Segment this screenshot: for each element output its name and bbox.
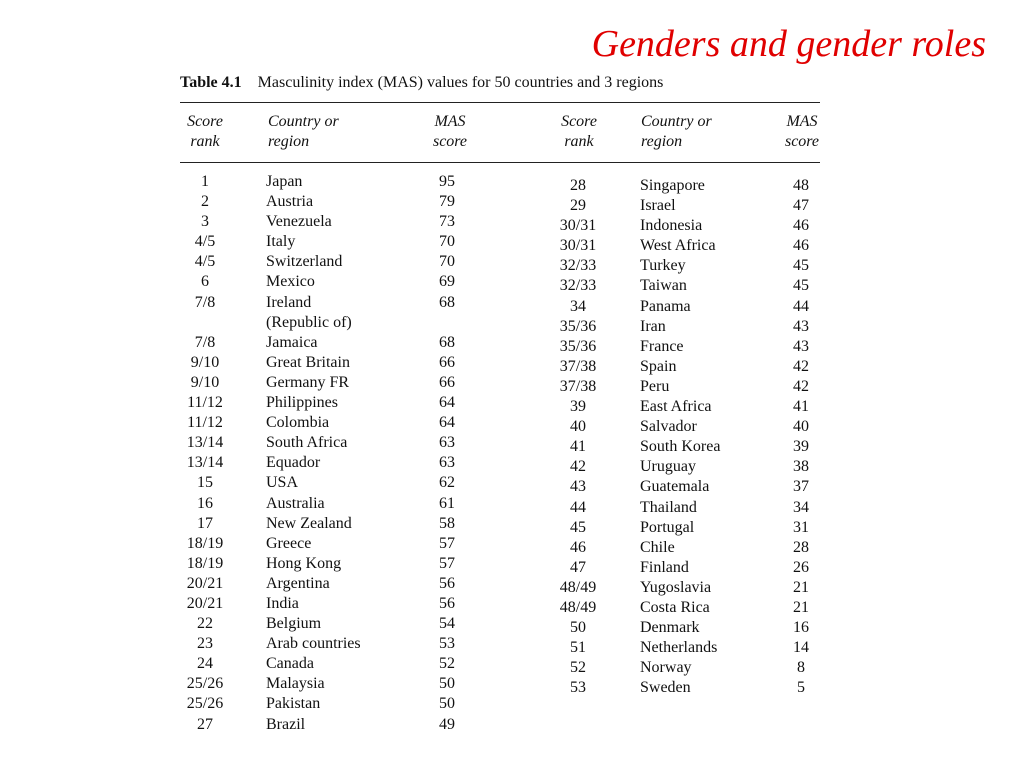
rank-cell: 51 — [570, 639, 586, 657]
rank-cell: 28 — [570, 177, 586, 194]
mas-score-cell: 73 — [439, 213, 455, 231]
rank-cell: 7/8 — [194, 333, 216, 351]
rank-cell: 25/26 — [186, 695, 224, 713]
country-cell: Norway — [640, 659, 692, 677]
table-row — [550, 457, 820, 477]
table-row — [550, 276, 820, 296]
table-row — [550, 317, 820, 337]
table-row — [550, 216, 820, 236]
rank-cell: 27 — [197, 715, 213, 733]
mas-score-cell: 41 — [793, 398, 809, 416]
table-row — [550, 498, 820, 518]
rank-cell: 2 — [201, 193, 209, 211]
country-cell: Arab countries — [266, 635, 361, 653]
country-cell: Venezuela — [266, 213, 332, 231]
rank-cell: 34 — [570, 297, 586, 315]
mas-score-cell: 50 — [439, 695, 455, 713]
table-row — [550, 297, 820, 317]
mas-score-cell: 38 — [793, 458, 809, 476]
table-row — [178, 634, 468, 654]
table-row — [178, 333, 468, 353]
mas-score-cell: 8 — [797, 659, 805, 677]
table-row — [178, 654, 468, 674]
country-cell: Costa Rica — [640, 598, 710, 616]
mas-score-cell: 95 — [439, 173, 455, 190]
country-cell: East Africa — [640, 398, 712, 416]
table-row — [550, 658, 820, 678]
country-cell: Japan — [266, 173, 303, 190]
mas-score-cell: 57 — [439, 554, 455, 572]
rank-cell: 42 — [570, 458, 586, 476]
country-cell: Yugoslavia — [640, 578, 712, 596]
mas-score-cell: 50 — [439, 675, 455, 693]
country-cell: South Africa — [266, 434, 348, 452]
table-row — [178, 272, 468, 292]
country-cell: Singapore — [640, 177, 705, 194]
country-cell: Hong Kong — [266, 554, 342, 572]
mas-score-cell: 68 — [439, 293, 455, 311]
table-row — [178, 574, 468, 594]
rank-cell: 39 — [570, 398, 586, 416]
rank-cell: 24 — [197, 655, 213, 673]
country-cell: West Africa — [640, 237, 716, 255]
country-cell: Pakistan — [266, 695, 321, 713]
mas-score-cell: 45 — [793, 257, 809, 275]
rank-cell: 16 — [197, 494, 213, 512]
mas-score-cell: 70 — [439, 253, 455, 271]
mas-score-cell: 43 — [793, 317, 809, 335]
table-row — [550, 417, 820, 437]
mas-score-cell: 52 — [439, 655, 455, 673]
rank-cell: 18/19 — [186, 554, 224, 572]
table-row — [550, 176, 820, 196]
country-cell: Greece — [266, 534, 312, 552]
rank-cell: 6 — [201, 273, 209, 291]
country-cell: Guatemala — [640, 478, 710, 496]
rank-cell: 7/8 — [194, 293, 216, 311]
country-cell: France — [640, 337, 684, 355]
table-right-block — [550, 176, 820, 698]
country-cell: Turkey — [640, 257, 686, 275]
rank-cell: 48/49 — [559, 598, 597, 616]
rank-cell: 3 — [201, 213, 209, 231]
table-row — [178, 212, 468, 232]
mas-score-cell: 63 — [439, 454, 455, 472]
rank-cell: 25/26 — [186, 675, 224, 693]
table-row — [178, 715, 468, 735]
mas-score-cell: 47 — [793, 197, 809, 215]
table-row — [178, 252, 468, 272]
mas-score-cell: 58 — [439, 514, 455, 532]
country-cell: South Korea — [640, 438, 721, 456]
table-caption-text: Masculinity index (MAS) values for 50 countries and 3 regions — [257, 74, 664, 91]
table-row — [178, 453, 468, 473]
country-cell: Chile — [640, 538, 675, 556]
country-cell: Portugal — [640, 518, 695, 536]
mas-score-cell: 70 — [439, 233, 455, 251]
country-cell: Taiwan — [640, 277, 687, 295]
country-cell: Brazil — [266, 715, 306, 733]
table-row — [550, 598, 820, 618]
table-row — [550, 357, 820, 377]
table-row — [178, 534, 468, 554]
rank-cell: 23 — [197, 635, 213, 653]
country-cell: Equador — [266, 454, 321, 472]
mas-score-cell: 39 — [793, 438, 809, 456]
table-row — [550, 397, 820, 417]
rank-cell: 30/31 — [559, 217, 597, 235]
table-row — [550, 236, 820, 256]
mas-score-cell: 21 — [793, 598, 809, 616]
rank-cell: 4/5 — [194, 233, 216, 251]
table-row — [550, 678, 820, 698]
table-row — [178, 393, 468, 413]
mas-score-cell: 44 — [793, 297, 809, 315]
mas-score-cell: 57 — [439, 534, 455, 552]
mas-score-cell: 49 — [439, 715, 455, 733]
header-country-left: Country or region — [268, 113, 339, 150]
country-cell: Mexico — [266, 273, 315, 291]
country-cell: New Zealand — [266, 514, 352, 532]
table-row — [550, 558, 820, 578]
table-row — [178, 594, 468, 614]
country-cell: Israel — [640, 197, 676, 215]
mas-score-cell: 56 — [439, 594, 455, 612]
header-score-rank-left: Score rank — [187, 113, 223, 150]
table-row — [178, 554, 468, 574]
table-row — [550, 437, 820, 457]
table-row — [178, 293, 468, 313]
country-cell: Netherlands — [640, 639, 718, 657]
rank-cell: 37/38 — [559, 377, 597, 395]
country-cell: Peru — [640, 377, 670, 395]
country-cell: Uruguay — [640, 458, 696, 476]
mas-score-cell: 56 — [439, 574, 455, 592]
table-row — [550, 638, 820, 658]
table-row — [178, 433, 468, 453]
table-caption — [180, 74, 820, 92]
country-cell: Ireland — [266, 293, 312, 311]
country-cell: Germany FR — [266, 373, 350, 391]
country-cell: Switzerland — [266, 253, 343, 271]
country-cell: Argentina — [266, 574, 330, 592]
country-cell: Colombia — [266, 414, 330, 432]
table-row — [178, 694, 468, 714]
rank-cell: 52 — [570, 659, 586, 677]
mas-score-cell: 62 — [439, 474, 455, 492]
mas-score-cell: 54 — [439, 615, 455, 633]
table-row — [550, 256, 820, 276]
rank-cell: 13/14 — [186, 434, 224, 452]
rank-cell: 35/36 — [559, 317, 597, 335]
rank-cell: 29 — [570, 197, 586, 215]
mas-score-cell: 28 — [793, 538, 809, 556]
rank-cell: 32/33 — [559, 277, 597, 295]
country-cell: Sweden — [640, 679, 691, 697]
mas-score-cell: 5 — [797, 679, 805, 697]
mas-score-cell: 16 — [793, 619, 809, 637]
rank-cell: 30/31 — [559, 237, 597, 255]
header-mas-score-right: MAS score — [784, 113, 820, 150]
rank-cell: 45 — [570, 518, 586, 536]
slide-title: Genders and gender roles — [591, 23, 986, 65]
mas-score-cell: 34 — [793, 498, 809, 516]
rank-cell: 44 — [570, 498, 586, 516]
rank-cell: 11/12 — [187, 414, 223, 432]
table-row — [178, 494, 468, 514]
table-header-rule — [180, 162, 820, 163]
rank-cell: 35/36 — [559, 337, 597, 355]
mas-score-cell: 40 — [793, 418, 809, 436]
country-cell: Finland — [640, 558, 689, 576]
country-cell: Panama — [640, 297, 691, 315]
table-row — [178, 413, 468, 433]
country-cell: Salvador — [640, 418, 697, 436]
mas-score-cell: 66 — [439, 353, 455, 371]
table-row — [178, 192, 468, 212]
rank-cell: 43 — [570, 478, 586, 496]
table-row — [178, 473, 468, 493]
table-row — [550, 538, 820, 558]
rank-cell: 47 — [570, 558, 586, 576]
country-cell: Austria — [266, 193, 314, 211]
rank-cell: 11/12 — [187, 394, 223, 412]
country-cell: Philippines — [266, 394, 339, 412]
table-row — [178, 674, 468, 694]
rank-cell: 46 — [570, 538, 586, 556]
table-label: Table 4.1 — [180, 74, 242, 91]
country-cell: Iran — [640, 317, 666, 335]
mas-score-cell: 53 — [439, 635, 455, 653]
table-row — [550, 618, 820, 638]
rank-cell: 22 — [197, 615, 213, 633]
rank-cell: 9/10 — [190, 353, 220, 371]
rank-cell: 18/19 — [186, 534, 224, 552]
table-row — [178, 514, 468, 534]
rank-cell: 20/21 — [186, 574, 224, 592]
mas-score-cell: 31 — [793, 518, 809, 536]
mas-score-cell: 66 — [439, 373, 455, 391]
mas-score-cell: 46 — [793, 217, 809, 235]
rank-cell: 37/38 — [559, 357, 597, 375]
rank-cell: 53 — [570, 679, 586, 697]
table-row — [550, 518, 820, 538]
mas-score-cell: 42 — [793, 377, 809, 395]
mas-score-cell: 63 — [439, 434, 455, 452]
country-cell: Canada — [266, 655, 314, 673]
mas-score-cell: 45 — [793, 277, 809, 295]
country-cell: USA — [266, 474, 299, 492]
rank-cell: 1 — [201, 173, 209, 190]
mas-score-cell: 64 — [439, 414, 455, 432]
table-row — [178, 373, 468, 393]
mas-score-cell: 69 — [439, 273, 455, 291]
mas-score-cell: 46 — [793, 237, 809, 255]
country-cell: India — [266, 594, 299, 612]
rank-cell: 50 — [570, 619, 586, 637]
country-cell: Thailand — [640, 498, 697, 516]
table-row — [550, 196, 820, 216]
rank-cell: 41 — [570, 438, 586, 456]
rank-cell: 13/14 — [186, 454, 224, 472]
country-cell: Malaysia — [266, 675, 325, 693]
rank-cell: 4/5 — [194, 253, 216, 271]
country-cell: Denmark — [640, 619, 700, 637]
mas-score-cell: 48 — [793, 177, 809, 194]
table-row — [178, 614, 468, 634]
mas-score-cell: 64 — [439, 394, 455, 412]
rank-cell: 20/21 — [186, 594, 224, 612]
country-cell: Italy — [266, 233, 296, 251]
table-row — [550, 337, 820, 357]
mas-score-cell: 37 — [793, 478, 809, 496]
country-cell: Australia — [266, 494, 325, 512]
table-row — [178, 232, 468, 252]
mas-score-cell: 68 — [439, 333, 455, 351]
table-row — [178, 172, 468, 192]
table-row — [550, 377, 820, 397]
country-cell: (Republic of) — [266, 313, 352, 331]
mas-score-cell: 61 — [439, 494, 455, 512]
table-row — [178, 313, 468, 333]
header-mas-score-left: MAS score — [432, 113, 468, 150]
mas-score-cell: 79 — [439, 193, 455, 211]
table-left-block — [178, 172, 468, 735]
mas-score-cell: 21 — [793, 578, 809, 596]
rank-cell: 40 — [570, 418, 586, 436]
header-score-rank-right: Score rank — [561, 113, 597, 150]
country-cell: Jamaica — [266, 333, 318, 351]
table-row — [550, 477, 820, 497]
rank-cell: 9/10 — [190, 373, 220, 391]
country-cell: Belgium — [266, 615, 322, 633]
mas-score-cell: 43 — [793, 337, 809, 355]
rank-cell: 17 — [197, 514, 213, 532]
rank-cell: 48/49 — [559, 578, 597, 596]
country-cell: Great Britain — [266, 353, 350, 371]
table-row — [178, 353, 468, 373]
rank-cell: 15 — [197, 474, 213, 492]
header-country-right: Country or region — [641, 113, 712, 150]
mas-score-cell: 42 — [793, 357, 809, 375]
table-row — [550, 578, 820, 598]
mas-score-cell: 14 — [793, 639, 809, 657]
country-cell: Spain — [640, 357, 677, 375]
rank-cell: 32/33 — [559, 257, 597, 275]
mas-score-cell: 26 — [793, 558, 809, 576]
table-top-rule — [180, 102, 820, 103]
country-cell: Indonesia — [640, 217, 703, 235]
